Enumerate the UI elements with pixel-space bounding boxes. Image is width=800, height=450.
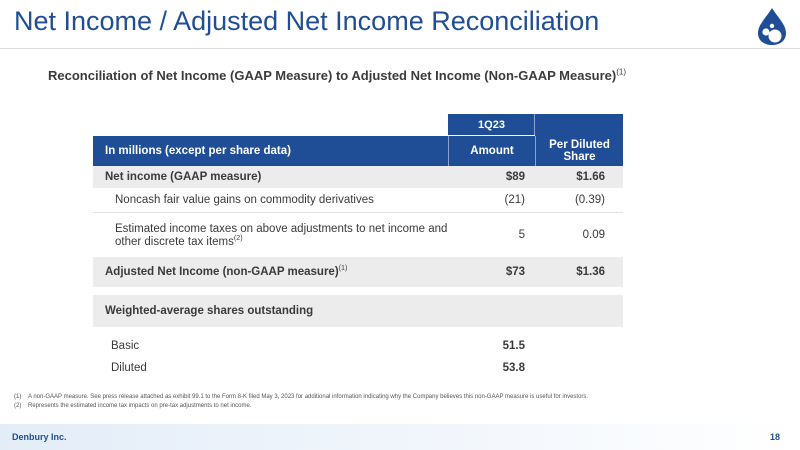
footer-bar <box>0 424 800 450</box>
table-header-period <box>93 114 623 136</box>
footnotes <box>14 393 588 411</box>
table-row: Diluted 53.8 <box>111 362 525 374</box>
table-row: Basic 51.5 <box>111 339 525 352</box>
column-header-per-share: Per Diluted Share <box>535 136 623 166</box>
footnote: (2) Represents the estimated income tax impacts on pre-tax adjustments to net income. <box>14 403 252 409</box>
page-number: 18 <box>770 432 781 442</box>
table-row: Weighted-average shares outstanding <box>93 295 623 327</box>
table-row: Estimated income taxes on above adjustments to net income and other discrete tax items$^{(2)}$ 5 0.09 <box>115 223 605 248</box>
title-divider <box>0 48 800 49</box>
page-title: Net Income / Adjusted Net Income Reconciliation <box>14 6 600 36</box>
table-subtitle: Reconciliation of Net Income (GAAP Measure) to Adjusted Net Income (Non-GAAP Measure)$^{(1)}$ <box>48 67 627 83</box>
denbury-droplet-logo-icon <box>755 6 789 46</box>
reconciliation-table <box>93 114 623 378</box>
period-header: 1Q23 <box>478 119 505 131</box>
table-row: Noncash fair value gains on commodity derivatives (21) (0.39) <box>93 188 623 213</box>
column-header-amount: Amount <box>448 136 535 166</box>
table-header <box>93 136 623 166</box>
table-row: Adjusted Net Income (non-GAAP measure)$^{(1)}$ $73 $1.36 <box>93 257 623 287</box>
table-row: Net income (GAAP measure) $89 $1.66 <box>93 166 623 188</box>
footer-company: Denbury Inc. <box>12 432 67 442</box>
footnote: (1) A non-GAAP measure. See press release attached as exhibit 99.1 to the Form 8-K filed May 3, 2023 for additional information indicating why the Company believes this non-GAAP measure is useful for investors. <box>14 394 589 400</box>
column-header-label: In millions (except per share data) <box>105 145 291 157</box>
